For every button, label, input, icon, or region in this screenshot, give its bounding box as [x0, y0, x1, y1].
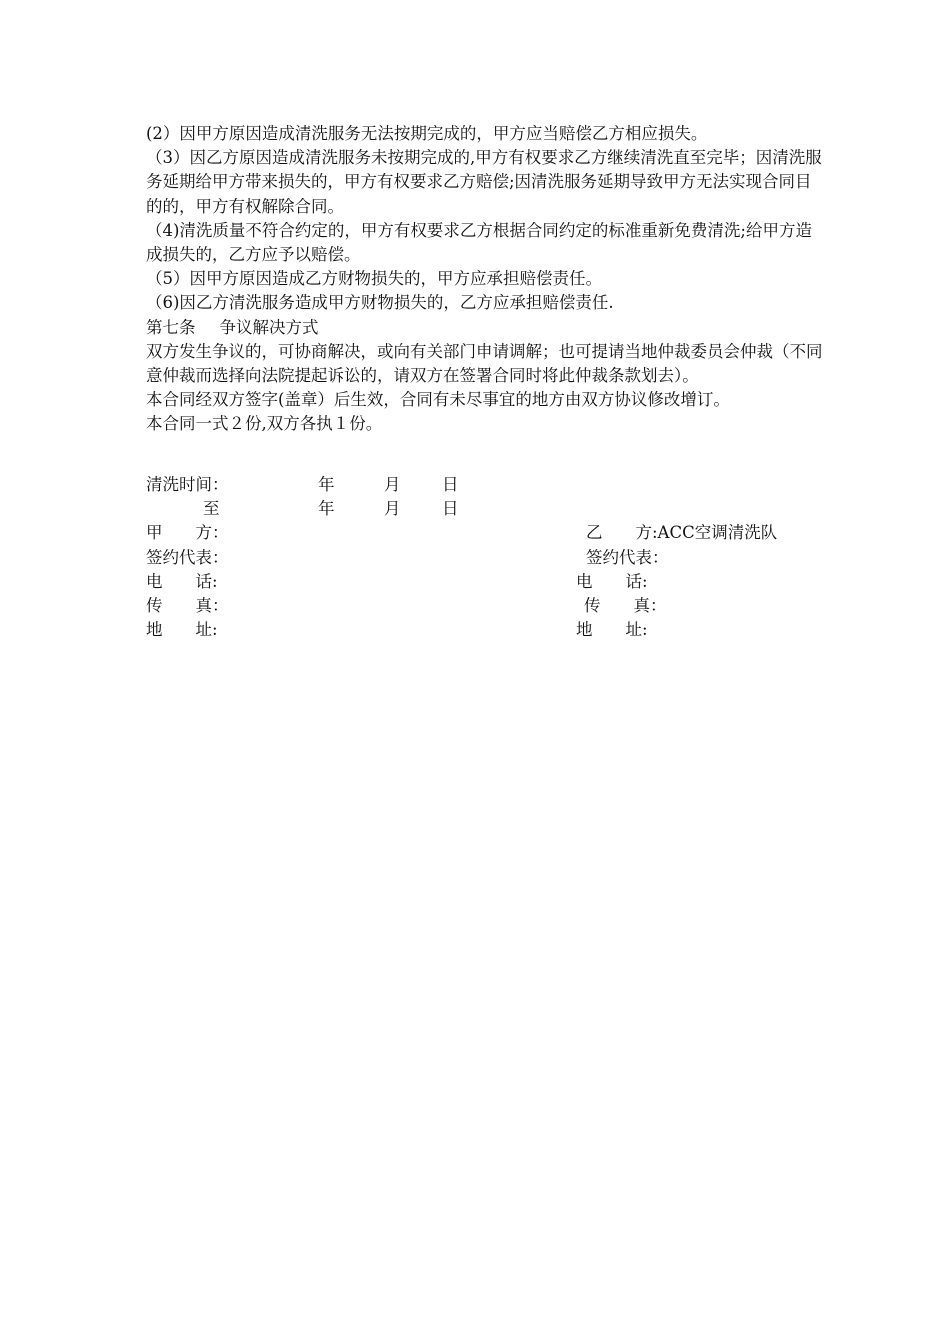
clause-5: （5）因甲方原因造成乙方财物损失的，甲方应承担赔偿责任。: [146, 269, 602, 289]
party-address-row: [146, 618, 826, 642]
party-a-address: 地 址:: [146, 620, 218, 640]
party-a-rep: 签约代表：: [146, 547, 229, 567]
contract-body: [146, 122, 826, 437]
article-7-number: 第七条: [146, 317, 196, 337]
article-7-title: 争议解决方式: [219, 317, 319, 337]
schedule-to-day: 日: [442, 499, 459, 519]
party-b-name: 乙 方:ACC空调清洗队: [586, 523, 778, 543]
clause-6: （6)因乙方清洗服务造成甲方财物损失的，乙方应承担赔偿责任.: [146, 293, 614, 313]
schedule-year: 年: [318, 475, 335, 494]
schedule-label: 清洗时间：: [146, 475, 229, 494]
clause-4: （4)清洗质量不符合约定的，甲方有权要求乙方根据合同约定的标准重新免费清洗;给甲方造成损失的，乙方应予以赔偿。: [146, 220, 812, 265]
schedule-month: 月: [384, 475, 401, 494]
party-a-phone: 电 话:: [146, 571, 218, 591]
effective-paragraph: 本合同经双方签字(盖章）后生效，合同有未尽事宜的地方由双方协议修改增订。: [146, 390, 730, 410]
party-b-address: 地 址:: [576, 620, 648, 640]
schedule-to: 至: [203, 499, 220, 519]
party-a-name: 甲 方：: [146, 523, 229, 543]
schedule-to-year: 年: [318, 499, 335, 519]
party-rep-row: [146, 546, 826, 570]
schedule-row-to: [146, 497, 826, 521]
clause-2: (2）因甲方原因造成清洗服务无法按期完成的，甲方应当赔偿乙方相应损失。: [146, 124, 708, 143]
clause-3: （3）因乙方原因造成清洗服务未按期完成的,甲方有权要求乙方继续清洗直至完毕；因清洗服务延期给甲方带来损失的，甲方有权要求乙方赔偿;因清洗服务延期导致甲方无法实现合同目的的，甲方有权解除合同。: [146, 148, 822, 216]
party-b-rep: 签约代表：: [586, 547, 669, 567]
party-a-fax: 传 真：: [146, 595, 229, 615]
party-b-phone: 电 话:: [576, 571, 648, 591]
schedule-row-from: [146, 473, 826, 497]
schedule-to-month: 月: [384, 499, 401, 519]
party-name-row: [146, 521, 826, 545]
party-b-fax: 传 真：: [584, 595, 667, 615]
copies-paragraph: 本合同一式２份,双方各执１份。: [146, 414, 383, 434]
party-fax-row: [146, 594, 826, 618]
party-phone-row: [146, 570, 826, 594]
schedule-day: 日: [442, 475, 459, 494]
signature-block: [146, 473, 826, 642]
article-7-heading: [146, 316, 826, 340]
dispute-paragraph: 双方发生争议的，可协商解决，或向有关部门申请调解；也可提请当地仲裁委员会仲裁（不同意仲裁而选择向法院提起诉讼的，请双方在签署合同时将此仲裁条款划去）。: [146, 341, 823, 386]
